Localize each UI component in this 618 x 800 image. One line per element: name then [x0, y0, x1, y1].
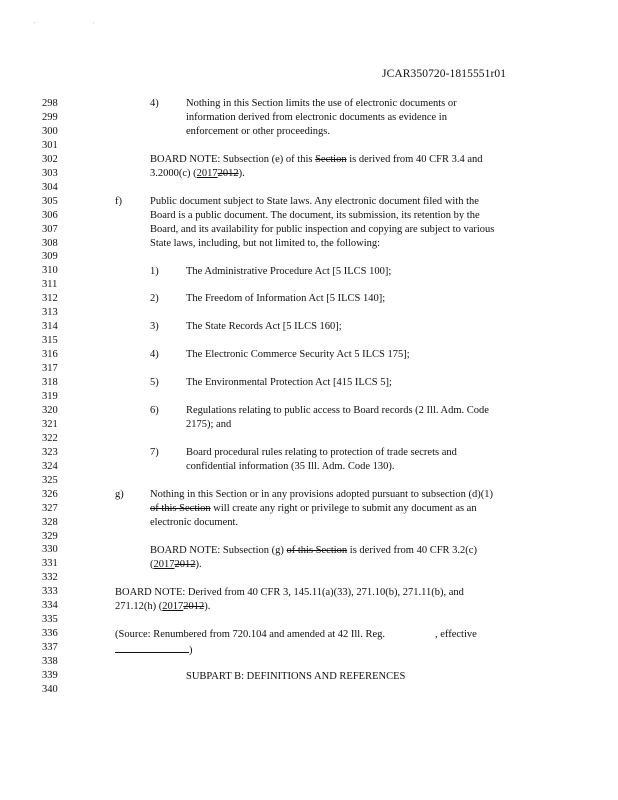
- line-number: 324: [42, 460, 58, 472]
- line-number: 326: [42, 488, 58, 500]
- subpart-heading: SUBPART B: DEFINITIONS AND REFERENCES: [186, 671, 406, 682]
- line-number: 322: [42, 432, 58, 444]
- board-note-g-line-2: (20172012).: [150, 559, 202, 570]
- line-number: 316: [42, 349, 58, 361]
- line-number: 319: [42, 390, 58, 402]
- source-line-1: (Source: Renumbered from 720.104 and amended at 42 Ill. Reg. , effective: [115, 629, 477, 640]
- line-number: 312: [42, 293, 58, 305]
- subitem-text: The Administrative Procedure Act [5 ILCS 100];: [186, 266, 392, 277]
- line-number: 309: [42, 251, 58, 263]
- line-number: 323: [42, 446, 58, 458]
- subitem-text-line-2: confidential information (35 Ill. Adm. Code 130).: [186, 461, 395, 472]
- line-number: 336: [42, 628, 58, 640]
- item-f-line-1: Public document subject to State laws. Any electronic document filed with the: [150, 196, 479, 207]
- inserted-text: 2017: [153, 559, 175, 570]
- line-number: 333: [42, 586, 58, 598]
- subitem-text: The Electronic Commerce Security Act 5 ILCS 175];: [186, 349, 410, 360]
- item-f-line-2: Board is a public document. The document, its submission, its retention by the: [150, 210, 480, 221]
- board-note-e-line-1: BOARD NOTE: Subsection (e) of this Section is derived from 40 CFR 3.4 and: [150, 154, 483, 165]
- item-f-line-4: State laws, including, but not limited to, the following:: [150, 238, 381, 249]
- line-number: 339: [42, 669, 58, 681]
- line-number: 301: [42, 139, 58, 151]
- board-note-g-line-1: BOARD NOTE: Subsection (g) of this Section is derived from 40 CFR 3.2(c): [150, 545, 477, 556]
- line-number: 330: [42, 544, 58, 556]
- item-g-line-3: electronic document.: [150, 517, 239, 528]
- subitem-number: 3): [150, 321, 159, 332]
- struck-text: of this Section: [286, 545, 348, 556]
- board-note-final-line-2: 271.12(h) (20172012).: [115, 601, 211, 612]
- subitem-text-line-2: 2175); and: [186, 419, 232, 430]
- struck-text: 2012: [217, 168, 239, 179]
- board-note-e-line-2: 3.2000(c) (20172012).: [150, 168, 245, 179]
- source-line-2: ): [115, 642, 193, 658]
- subitem-text: The Freedom of Information Act [5 ILCS 140];: [186, 293, 386, 304]
- document-id: JCAR350720-1815551r01: [382, 68, 507, 80]
- struck-text: of this Section: [150, 503, 211, 514]
- line-number: 307: [42, 223, 58, 235]
- line-number: 332: [42, 572, 58, 584]
- struck-text: Section: [315, 154, 347, 165]
- line-number: 337: [42, 642, 58, 653]
- struck-text: 2012: [183, 601, 205, 612]
- line-number: 298: [42, 98, 58, 109]
- line-number: 317: [42, 363, 58, 375]
- line-number: 304: [42, 181, 58, 193]
- item-f-line-3: Board, and its availability for public inspection and copying are subject to various: [150, 224, 495, 235]
- line-number: 325: [42, 474, 58, 486]
- line-number: 314: [42, 321, 58, 333]
- board-note-final-line-1: BOARD NOTE: Derived from 40 CFR 3, 145.11(a)(33), 271.10(b), 271.11(b), and: [115, 587, 464, 598]
- item-g-line-1: Nothing in this Section or in any provisions adopted pursuant to subsection (d)(1): [150, 489, 493, 500]
- subitem-text-line-1: Regulations relating to public access to Board records (2 Ill. Adm. Code: [186, 405, 489, 416]
- subitem-number: 2): [150, 293, 159, 304]
- subitem-number: 7): [150, 447, 159, 458]
- line-number: 327: [42, 502, 58, 514]
- line-number: 302: [42, 153, 58, 165]
- item-4-line-2: information derived from electronic documents as evidence in: [186, 112, 447, 123]
- subitem-text-line-1: Board procedural rules relating to protection of trade secrets and: [186, 447, 457, 458]
- line-number: 308: [42, 237, 58, 249]
- line-number: 334: [42, 600, 58, 612]
- line-number: 328: [42, 516, 58, 528]
- line-number: 340: [42, 683, 58, 695]
- line-number: 318: [42, 377, 58, 388]
- line-number: 335: [42, 614, 58, 626]
- blank-date-line: [115, 642, 189, 653]
- line-number: 299: [42, 112, 58, 123]
- line-number: 320: [42, 404, 58, 416]
- line-number: 321: [42, 418, 58, 430]
- item-4-number: 4): [150, 98, 159, 109]
- line-number: 331: [42, 558, 58, 570]
- item-4-line-1: Nothing in this Section limits the use of electronic documents or: [186, 98, 457, 109]
- line-number: 315: [42, 335, 58, 347]
- struck-text: 2012: [174, 559, 196, 570]
- subitem-text: The State Records Act [5 ILCS 160];: [186, 321, 342, 332]
- line-number: 338: [42, 656, 58, 667]
- line-number: 300: [42, 125, 58, 137]
- corner-marks: ' ': [34, 22, 122, 28]
- inserted-text: 2017: [162, 601, 184, 612]
- subitem-text: The Environmental Protection Act [415 ILCS 5];: [186, 377, 392, 388]
- subitem-number: 5): [150, 377, 159, 388]
- subitem-number: 1): [150, 266, 159, 277]
- line-number: 313: [42, 307, 58, 319]
- inserted-text: 2017: [196, 168, 218, 179]
- subitem-number: 4): [150, 349, 159, 360]
- line-number: 305: [42, 195, 58, 207]
- line-number: 310: [42, 265, 58, 277]
- item-4-line-3: enforcement or other proceedings.: [186, 126, 331, 137]
- item-g-label: g): [115, 489, 124, 500]
- line-number: 329: [42, 530, 58, 542]
- line-number: 306: [42, 209, 58, 221]
- subitem-number: 6): [150, 405, 159, 416]
- item-g-line-2: of this Section will create any right or privilege to submit any document as an: [150, 503, 477, 514]
- line-number: 311: [42, 279, 58, 291]
- item-f-label: f): [115, 196, 122, 207]
- line-number: 303: [42, 167, 58, 179]
